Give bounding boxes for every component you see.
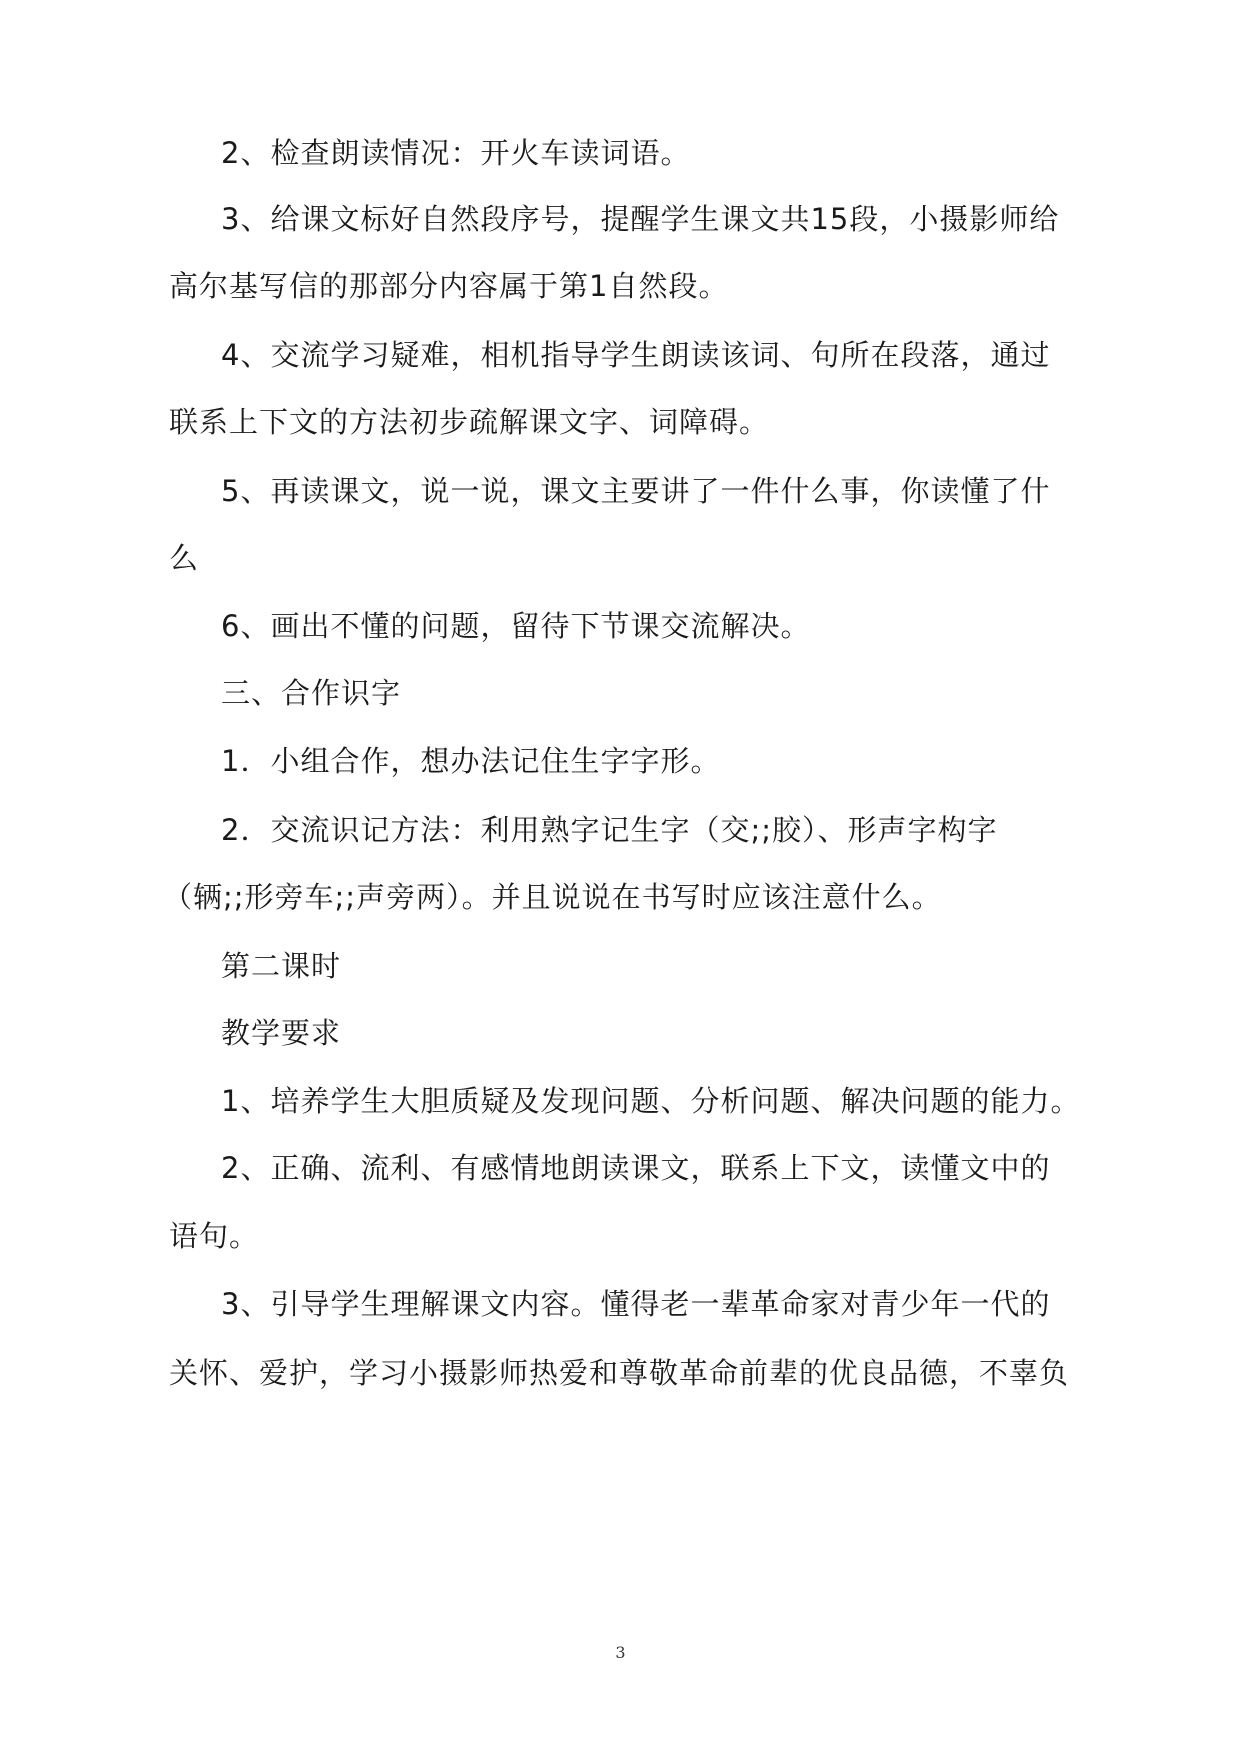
- text-line: 2．交流识记方法：利用熟字记生字（交;;胶）、形声字构字: [221, 813, 998, 847]
- page-number: 3: [615, 1643, 626, 1662]
- text-line: 语句。: [169, 1219, 260, 1253]
- text-line: 2、检查朗读情况：开火车读词语。: [221, 136, 691, 170]
- text-line: 联系上下文的方法初步疏解课文字、词障碍。: [169, 405, 770, 439]
- text-line: 2、正确、流利、有感情地朗读课文，联系上下文，读懂文中的: [221, 1151, 1051, 1185]
- text-line: 么: [169, 541, 200, 575]
- text-line: （辆;;形旁车;;声旁两）。并且说说在书写时应该注意什么。: [163, 880, 942, 914]
- section-heading: 第二课时: [221, 949, 342, 983]
- text-line: 高尔基写信的那部分内容属于第1自然段。: [169, 269, 729, 303]
- text-line: 1．小组合作，想办法记住生字字形。: [221, 744, 721, 778]
- text-line: 关怀、爱护，学习小摄影师热爱和尊敬革命前辈的优良品德，不辜负: [169, 1356, 1070, 1390]
- text-line: 4、交流学习疑难，相机指导学生朗读该词、句所在段落，通过: [221, 338, 1051, 372]
- text-line: 3、引导学生理解课文内容。懂得老一辈革命家对青少年一代的: [221, 1287, 1051, 1321]
- section-heading: 三、合作识字: [221, 676, 402, 710]
- text-line: 5、再读课文，说一说，课文主要讲了一件什么事，你读懂了什: [221, 474, 1051, 508]
- text-line: 3、给课文标好自然段序号，提醒学生课文共15段，小摄影师给: [221, 202, 1060, 236]
- section-heading: 教学要求: [221, 1016, 342, 1050]
- text-line: 6、画出不懂的问题，留待下节课交流解决。: [221, 609, 811, 643]
- text-line: 1、培养学生大胆质疑及发现问题、分析问题、解决问题的能力。: [221, 1084, 1081, 1118]
